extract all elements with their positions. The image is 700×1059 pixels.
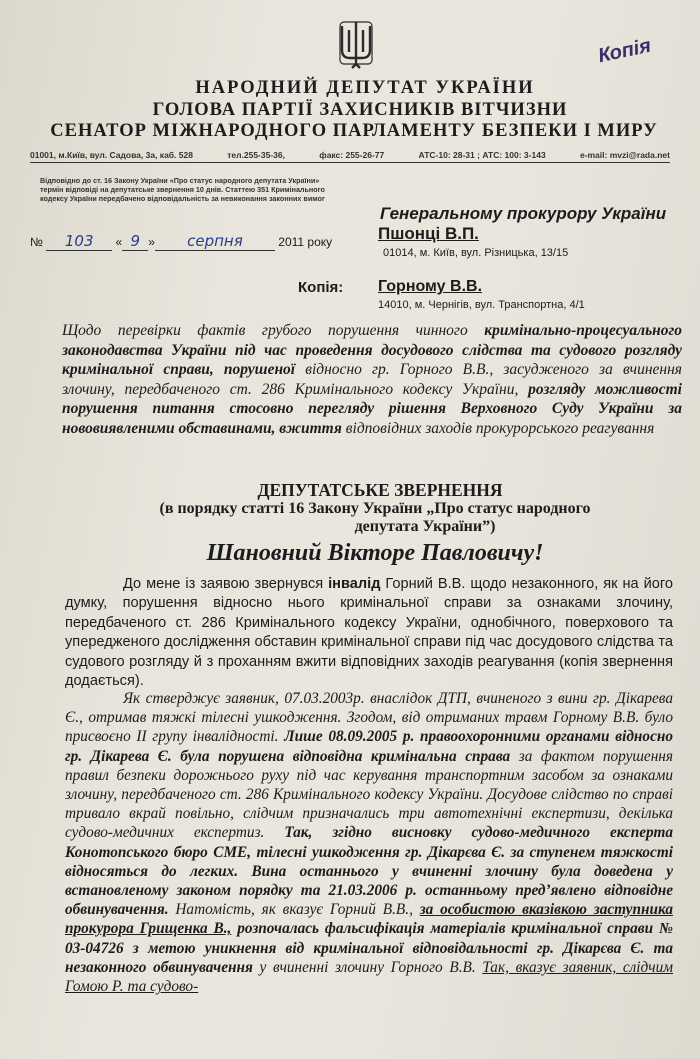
outgoing-day: 9 — [130, 232, 140, 250]
outgoing-no-value: 103 — [64, 232, 94, 250]
outgoing-no-label: № — [30, 235, 43, 249]
contact-tel: тел.255-35-36, — [227, 150, 285, 160]
document-subtitle-2: депутата України”) — [354, 518, 496, 535]
copy-stamp: Копія — [596, 34, 653, 68]
body-paragraph-1: До мене із заявою звернувся інвалід Горний В.В. щодо незаконного, як на його думку, порушення відносно нього кримінальної справи за ознаками злочину, передбаченого ст. 286 Кримінального кодексу України, однобічного, поверхового та упередженого дослідження обставин кримінальної справи під час досудового слідства та судового розгляду й з проханням вжити відповідних заходів реагування (копія звернення додається). — [65, 576, 673, 690]
copy-address: 14010, м. Чернігів, вул. Транспортна, 4/1 — [378, 299, 585, 311]
contact-address: 01001, м.Київ, вул. Садова, 3а, каб. 528 — [30, 150, 193, 160]
outgoing-number: № 103 « 9 » серпня 2011 року — [30, 232, 333, 250]
copy-label: Копія: — [298, 279, 344, 296]
addressee-role: Генеральному прокурору України — [380, 204, 667, 223]
reference-note: Відповідно до ст. 16 Закону України «Про статус народного депутата України» термін відповіді на депутатське звернення 10 днів. Статтею 351 Кримінального кодексу України передбачено відповідальність за невиконання законних вимог — [40, 176, 325, 203]
letterhead-line-3: СЕНАТОР МІЖНАРОДНОГО ПАРЛАМЕНТУ БЕЗПЕКИ І МИРУ — [50, 121, 658, 141]
body-paragraph-2: Як стверджує заявник, 07.03.2003р. внаслідок ДТП, вчиненого з вини гр. Дікарева Є., отримав тяжкі тілесні ушкодження. Згодом, від отриманих травм Горному В.В. було присвоєно ІІ групу інвалідності. Лише 08.09.2005 р. правоохоронними органами відносно гр. Дікарева Є. була порушена відповідна кримінальна справа за фактом порушення правил безпеки дорожнього руху під час керування транспортним засобом за ознаками злочину, передбаченого ст. 286 Кримінального кодексу України. Досудове слідство по справі тривало вкрай повільно, слідчим призначались три автотехнічні експертизи, декілька судово-медичних експертиз. Так, згідно висновку судово-медичного експерта Конотопського бюро СМЕ, тілесні ушкодження гр. Дікарєва Є. за ступенем тяжкості відносяться до легких. Вина останнього у вчиненні злочину була доведена у встановленому законом порядку та 21.03.2006 р. останньому пред’явлено відповідне обвинувачення. Натомість, як вказує Горний В.В., за особистою вказівкою заступника прокурора Грищенка В., розпочалась фальсифікація матеріалів кримінальної справи № 03-04726 з метою уникнення від кримінальної відповідальності гр. Дікарєва Є. та незаконного обвинувачення у вчиненні злочину Горного В.В. Так, вказує заявник, слідчим Гомою Р. та судово- — [65, 690, 674, 996]
outgoing-year: 2011 року — [278, 235, 333, 249]
copy-name: Горному В.В. — [378, 278, 483, 295]
letterhead-line-1: НАРОДНИЙ ДЕПУТАТ УКРАЇНИ — [195, 78, 535, 98]
contact-email: e-mail: mvzi@rada.net — [579, 150, 670, 160]
subject-paragraph: Щодо перевірки фактів грубого порушення чинного кримінально-процесуального законодавства України під час проведення досудового слідства та судового розгляду кримінальної справи, порушеної відносно гр. Горного В.В., засудженого за вчинення злочину, передбаченого ст. 286 Кримінального кодексу України, розгляду можливості порушення питання стосовно перегляду рішення Верховного Суду України за нововиявленими обставинами, вжиття відповідних заходів прокурорського реагування — [62, 322, 682, 437]
outgoing-month: серпня — [187, 232, 243, 250]
contact-ats: АТС-10: 28-31 ; АТС: 100: 3-143 — [418, 150, 546, 160]
document-title: ДЕПУТАТСЬКЕ ЗВЕРНЕННЯ — [257, 480, 503, 500]
addressee-address: 01014, м. Київ, вул. Різницька, 13/15 — [383, 247, 569, 259]
contact-fax: факс: 255-26-77 — [319, 150, 385, 160]
trident-icon — [336, 20, 376, 70]
addressee-name: Пшонці В.П. — [378, 224, 479, 243]
letterhead-line-2: ГОЛОВА ПАРТІЇ ЗАХИСНИКІВ ВІТЧИЗНИ — [152, 100, 568, 120]
salutation: Шановний Вікторе Павловичу! — [206, 540, 544, 566]
document-subtitle-1: (в порядку статті 16 Закону України „Про статус народного — [159, 500, 591, 517]
contact-line — [30, 150, 670, 163]
